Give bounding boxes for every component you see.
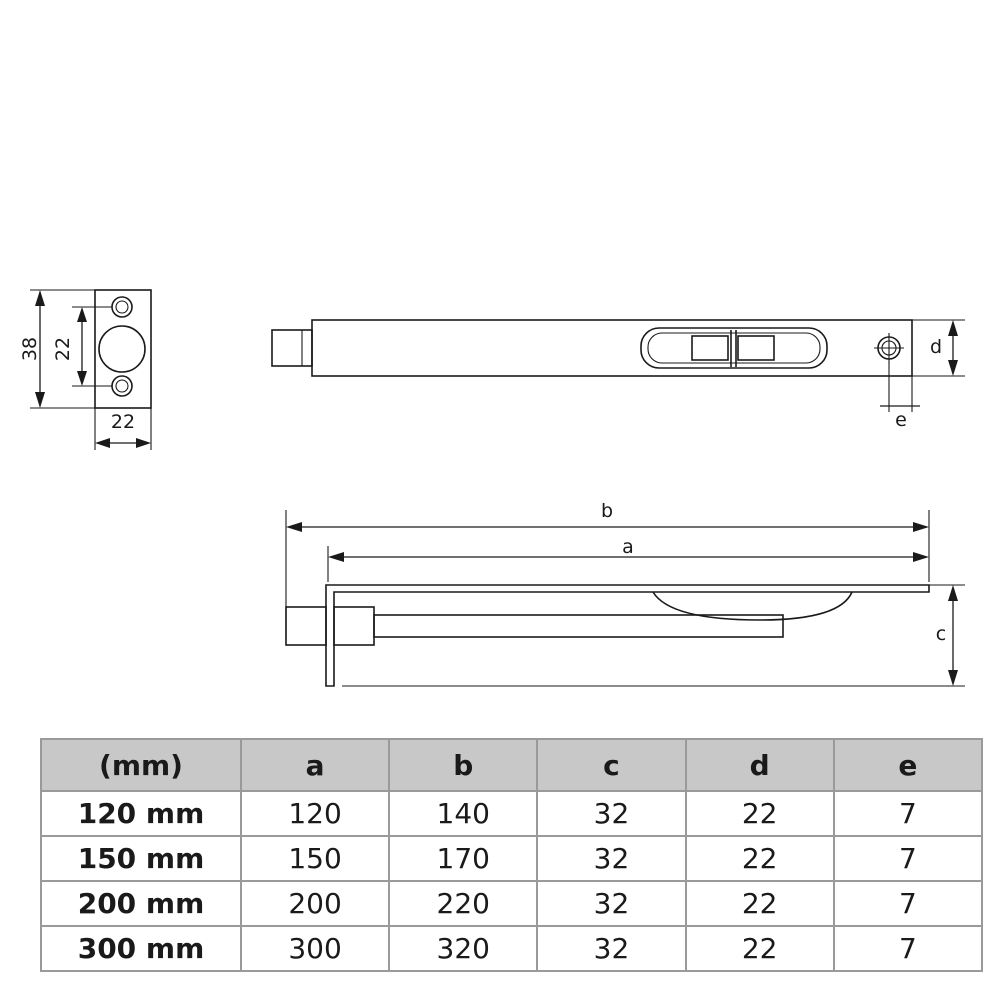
row-label: 300 mm bbox=[41, 926, 241, 971]
table-cell: 120 bbox=[241, 791, 389, 836]
table-cell: 32 bbox=[537, 836, 685, 881]
table-cell: 300 bbox=[241, 926, 389, 971]
table-cell: 22 bbox=[686, 836, 834, 881]
table-cell: 7 bbox=[834, 791, 982, 836]
table-cell: 22 bbox=[686, 791, 834, 836]
table-cell: 320 bbox=[389, 926, 537, 971]
row-label: 200 mm bbox=[41, 881, 241, 926]
table-cell: 200 bbox=[241, 881, 389, 926]
end-view bbox=[19, 290, 151, 450]
end-bolt-circle bbox=[99, 326, 145, 372]
table-row bbox=[41, 881, 982, 926]
table-header-cell: a bbox=[241, 739, 389, 791]
side-l-plate bbox=[326, 585, 929, 686]
table-header-cell: c bbox=[537, 739, 685, 791]
table-row bbox=[41, 836, 982, 881]
table-row bbox=[41, 791, 982, 836]
table-cell: 22 bbox=[686, 881, 834, 926]
table-cell: 220 bbox=[389, 881, 537, 926]
row-label: 150 mm bbox=[41, 836, 241, 881]
top-slider-right bbox=[738, 336, 774, 360]
table-header-row bbox=[41, 739, 982, 791]
dimension-22-vertical-label: 22 bbox=[52, 336, 74, 362]
dimension-c-label: c bbox=[935, 623, 947, 645]
end-top-screw-hole bbox=[112, 297, 132, 317]
table-header-cell: d bbox=[686, 739, 834, 791]
table-cell: 7 bbox=[834, 881, 982, 926]
table-row bbox=[41, 926, 982, 971]
dimension-d-label: d bbox=[929, 336, 943, 358]
table-cell: 7 bbox=[834, 926, 982, 971]
table-cell: 32 bbox=[537, 926, 685, 971]
dimensions-table bbox=[40, 738, 983, 972]
table-cell: 170 bbox=[389, 836, 537, 881]
dimension-22-horizontal-label: 22 bbox=[110, 411, 136, 433]
table-header-cell: b bbox=[389, 739, 537, 791]
end-bottom-screw-hole bbox=[112, 376, 132, 396]
end-plate bbox=[95, 290, 151, 408]
dimension-b-label: b bbox=[600, 500, 614, 522]
row-label: 120 mm bbox=[41, 791, 241, 836]
dimension-e-label: e bbox=[895, 409, 907, 431]
dimension-a-label: a bbox=[622, 536, 634, 558]
side-view bbox=[286, 500, 965, 686]
side-bolt-tip bbox=[286, 607, 326, 645]
top-view bbox=[272, 320, 965, 431]
table-header-cell: e bbox=[834, 739, 982, 791]
side-bolt-housing bbox=[334, 607, 374, 645]
table-header-cell: (mm) bbox=[41, 739, 241, 791]
dimension-38-label: 38 bbox=[19, 336, 41, 362]
top-bolt-body bbox=[312, 320, 912, 376]
table-cell: 140 bbox=[389, 791, 537, 836]
table-cell: 32 bbox=[537, 791, 685, 836]
table-cell: 32 bbox=[537, 881, 685, 926]
top-slot bbox=[641, 328, 827, 368]
table-cell: 150 bbox=[241, 836, 389, 881]
table-cell: 7 bbox=[834, 836, 982, 881]
table-cell: 22 bbox=[686, 926, 834, 971]
top-slider-left bbox=[692, 336, 728, 360]
top-bolt-tip bbox=[272, 330, 312, 366]
